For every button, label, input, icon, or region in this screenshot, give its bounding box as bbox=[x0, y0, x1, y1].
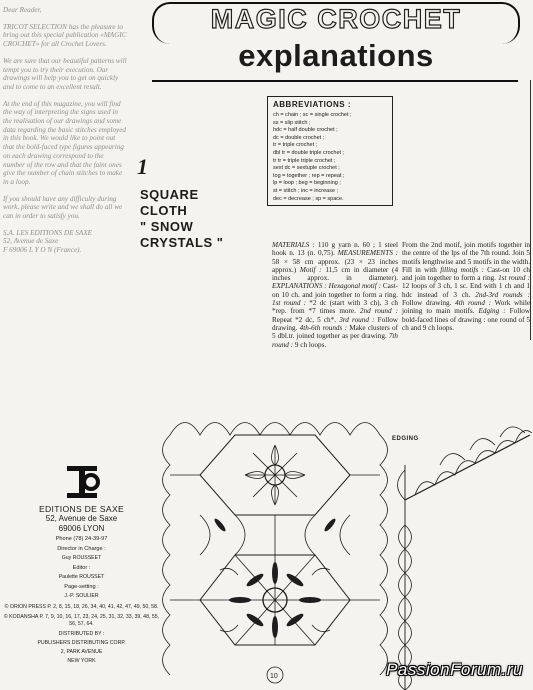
distributor-street: 2, PARK AVENUE bbox=[60, 649, 103, 655]
pattern-title-line: SQUARE bbox=[140, 187, 199, 202]
materials-label: MATERIALS : bbox=[272, 241, 315, 249]
diagram-edge-right bbox=[380, 435, 388, 675]
diagram-edge-top bbox=[170, 423, 380, 436]
star-motif-upper bbox=[245, 445, 305, 505]
measurements-label: MEASUREMENTS : bbox=[337, 249, 399, 258]
edging-diagram bbox=[398, 427, 533, 690]
round-1-text: *2 dc (start with 3 ch), 3 ch *rep. from *7 times more. bbox=[272, 299, 399, 316]
round-3-text: Follow drawing. bbox=[272, 315, 398, 332]
distributor-name: PUBLISHERS DISTRIBUTING CORP. bbox=[37, 640, 126, 646]
abbreviations-title: ABBREVIATIONS : bbox=[273, 100, 352, 109]
crochet-diagram bbox=[160, 405, 533, 690]
address-line-1: S.A. LES EDITIONS DE SAXE bbox=[3, 228, 93, 237]
pattern-title-line: " SNOW bbox=[140, 219, 194, 234]
publisher-name: EDITIONS DE SAXE bbox=[38, 504, 125, 514]
watermark: PassionForum.ru bbox=[386, 660, 523, 679]
filling-round-2-3-text: Follow drawing. bbox=[402, 299, 452, 308]
director-name: Guy ROUSSEET bbox=[61, 555, 102, 561]
instructions-column-1 bbox=[272, 241, 398, 349]
abbreviation-item: dec = decrease ; sp = space. bbox=[273, 195, 344, 202]
abbreviation-item: st = stitch ; inc = increase ; bbox=[273, 187, 339, 194]
abbreviations-box bbox=[267, 96, 393, 206]
section-heading: explanations bbox=[238, 38, 434, 73]
publisher-phone: Phone (78) 24-39-97 bbox=[55, 536, 108, 542]
filling-round-1-label: 1st round : bbox=[498, 274, 531, 283]
explanations-label: EXPLANATIONS : bbox=[272, 282, 327, 291]
round-7-text: 9 ch loops. bbox=[294, 340, 327, 349]
edging-label-text: Edging : bbox=[478, 307, 506, 316]
publisher-city: 69006 LYON bbox=[58, 523, 105, 533]
page-setting-name: J.-P. SOULIER bbox=[64, 593, 99, 599]
edging-text: Follow bold-faced lines of drawing : one round of 5 ch and 9 ch loops. bbox=[402, 307, 531, 332]
abbreviation-item: ss = slip stitch ; bbox=[273, 119, 311, 126]
page-setting-label: Page-setting : bbox=[64, 584, 99, 590]
motif-text: 11,5 cm in diameter (4 inches approx. in diameter). bbox=[272, 265, 399, 283]
abbreviation-item: dbl tr = double triple crochet ; bbox=[273, 149, 345, 156]
address-line-3: F 69006 L Y O N (France). bbox=[3, 246, 82, 255]
abbreviation-item: ch = chain ; sc = single crochet ; bbox=[273, 112, 352, 118]
hexagonal-motif-label: Hexagonal motif : bbox=[328, 282, 381, 291]
edging-diagram-label: EDGING bbox=[392, 436, 419, 442]
publisher-street: 52, Avenue de Saxe bbox=[45, 514, 118, 523]
round-1-label: 1st round : bbox=[272, 299, 307, 308]
abbreviation-item: dc = double crochet ; bbox=[273, 134, 325, 141]
filling-round-4-label: 4th round : bbox=[455, 299, 491, 308]
publisher-block bbox=[0, 462, 163, 665]
intro-text bbox=[3, 6, 127, 255]
filling-text: Cast-on 10 ch and join together to form a ring. bbox=[402, 265, 531, 283]
column-divider bbox=[530, 80, 531, 340]
orion-credits: © ORION PRESS P. 2, 8, 15, 18, 26, 34, 40, 41, 42, 47, 49, 50, 58. bbox=[4, 604, 159, 610]
pattern-title-line: CRYSTALS " bbox=[140, 235, 224, 250]
round-4-6-label: 4th-6th rounds : bbox=[299, 323, 347, 332]
editor-label: Editor : bbox=[72, 565, 91, 571]
abbreviation-item: lp = loop ; beg = beginning ; bbox=[273, 180, 341, 187]
magazine-title: MAGIC CROCHET bbox=[210, 4, 462, 34]
round-3-label: 3rd round : bbox=[339, 315, 375, 324]
publisher-logo-icon bbox=[62, 462, 102, 502]
joining-text: From the 2nd motif, join motifs together in the centre of the lps of the 7th round. Join 5 motifs lengthwise and 5 motifs in the width. Fill in with bbox=[402, 241, 530, 274]
round-2-label: 2nd round : bbox=[359, 307, 398, 316]
header-divider bbox=[152, 80, 518, 82]
round-7-label: 7th round : bbox=[272, 332, 398, 349]
diagram-edge-left bbox=[163, 435, 171, 675]
distributor-city: NEW YORK bbox=[67, 658, 96, 664]
intro-paragraph-1: TRICOT SELECTION has the pleasure to bring out this special publication «MAGIC CROCHET» for all Crochet Lovers. bbox=[3, 22, 127, 49]
abbreviation-item: sext dc = sextuple crochet ; bbox=[273, 165, 340, 172]
greeting: Dear Reader, bbox=[3, 6, 42, 14]
filling-round-4-text: Work while joining to main motifs. bbox=[402, 299, 531, 316]
diagram-number-10: 10 bbox=[270, 673, 278, 680]
address-line-2: 52, Avenue de Saxe bbox=[3, 237, 59, 246]
instructions-column-2 bbox=[402, 241, 530, 332]
kodansha-credits: © KODANSHA P. 7, 9, 10, 16, 17, 23, 24, 25, 31, 32, 33, 39, 48, 55, 56, 57, 64. bbox=[3, 614, 160, 627]
filling-round-2-3-label: 2nd-3rd rounds : bbox=[475, 290, 530, 299]
intro-paragraph-3: At the end of this magazine, you will find the way of interpreting the signs used in the realisation of our drawings and some data regarding the basic stitches employed in this book. We would like to point out that the bold-faced type figures appearing on each drawing correspond to the number of the row and that the faint ones give the number of chain stitches to make in a loop. bbox=[3, 99, 127, 186]
measurements-text: 58 × 58 cm approx. (23 × 23 inches approx.) bbox=[272, 257, 398, 274]
editor-name: Paulette ROUSSET bbox=[58, 574, 105, 580]
abbreviation-item: tog = together ; rep = repeat ; bbox=[273, 172, 345, 179]
round-4-6-text: Make clusters of 5 dbl.tr. joined together as per drawing. bbox=[272, 323, 399, 341]
motif-label: Motif : bbox=[299, 265, 322, 274]
filling-motifs-label: filling motifs : bbox=[440, 265, 484, 274]
director-label: Director in Charge : bbox=[57, 546, 106, 552]
pattern-title-line: CLOTH bbox=[140, 203, 188, 218]
pattern-title bbox=[140, 187, 260, 251]
distributed-label: DISTRIBUTED BY : bbox=[58, 631, 105, 637]
round-2-text: Repeat *2 dc, 5 ch*. bbox=[272, 315, 337, 324]
diagram-loops bbox=[200, 515, 350, 555]
materials-text: 110 g yarn n. 60 ; 1 steel hook n. 13 (n. 0,75). bbox=[272, 241, 398, 258]
abbreviation-item: hdc = half double crochet ; bbox=[273, 127, 338, 134]
intro-paragraph-2: We are sure that our beautiful patterns will tempt you to try their execution. Our drawings will help you to get on quickly and to come to an excellent result. bbox=[3, 56, 127, 91]
filling-round-1-text: 12 loops of 3 ch, 1 sc. End with 1 ch and 1 hdc instead of 3 ch. bbox=[402, 282, 530, 299]
abbreviation-item: tr = triple crochet ; bbox=[273, 142, 318, 149]
abbreviation-item: tr tr = triple triple crochet ; bbox=[273, 157, 336, 164]
intro-paragraph-4: If you should have any difficulty during work, please write and we shall do all we can in order to satisfy you. bbox=[3, 194, 123, 221]
explanations-text: Cast-on 10 ch. and join together to form a ring. bbox=[272, 282, 399, 299]
pattern-number: 1 bbox=[137, 154, 148, 179]
